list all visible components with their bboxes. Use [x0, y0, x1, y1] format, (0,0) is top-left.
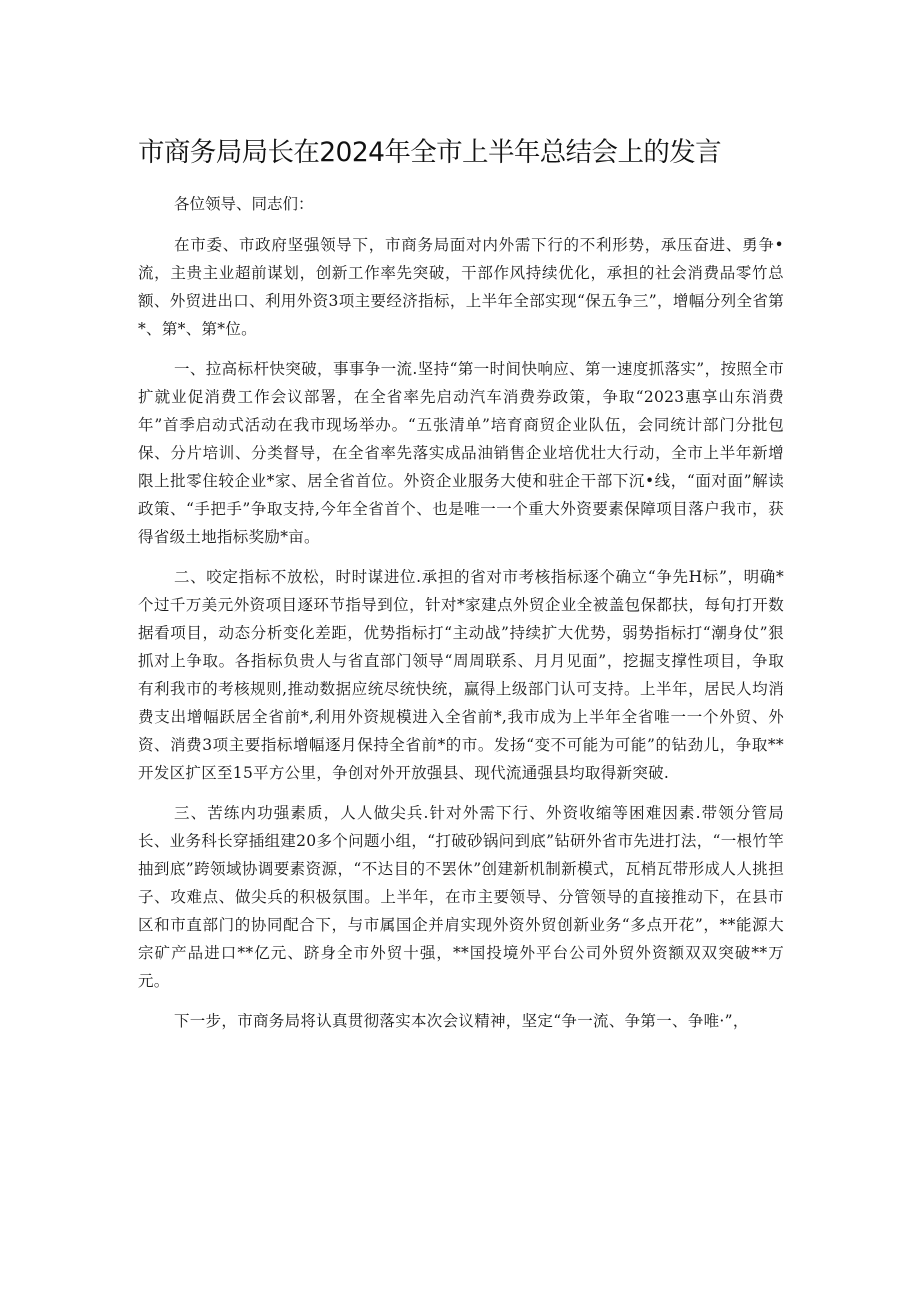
- document-title: 市商务局局长在2024年全市上半年总结会上的发言: [138, 137, 722, 168]
- paragraph-next-steps: 下一步，市商务局将认真贯彻落实本次会议精神，坚定“争一流、争第一、争唯·”，: [174, 1012, 749, 1030]
- paragraph-intro: 在市委、市政府坚强领导下，市商务局面对内外需下行的不利形势，承压奋进、勇争•流，主贵主业超前谋划，创新工作率先突破，干部作风持续优化，承担的社会消费品零竹总额、外贸进出口、利用外资3项主要经济指标，上半年全部实现“保五争三”，增幅分列全省第*、第*、第*位。: [138, 236, 784, 338]
- salutation: 各位领导、同志们：: [174, 195, 314, 213]
- paragraph-section-three: 三、苦练内功强素质，人人做尖兵.针对外需下行、外资收缩等困难因素.带领分管局长、业务科长穿插组建20多个问题小组，“打破砂锅问到底”钻研外省市先进打法，“一根竹竿抽到底”跨领域协调要素资源，“不达目的不罢休”创建新机制新模式，瓦梢瓦带形成人人挑担子、攻难点、做尖兵的积极氛围。上半年，在市主要领导、分管领导的直接推动下，在县市区和市直部门的协同配合下，与市属国企并肩实现外资外贸创新业务“多点开花”，**能源大宗矿产品进口**亿元、跻身全市外贸十强，**国投境外平台公司外贸外资额双双突破**万元。: [138, 804, 784, 990]
- paragraph-section-two: 二、咬定指标不放松，时时谋进位.承担的省对市考核指标逐个确立“争先H标”，明确*个过千万美元外资项目逐环节指导到位，针对*家建点外贸企业全被盖包保都扶，每旬打开数据看项目，动态分析变化差距，优势指标打“主动战”持续扩大优势，弱势指标打“潮身仗”狠抓对上争取。各指标负贵人与省直部门领导“周周联系、月月见面”，挖掘支撑性项目，争取有利我市的考核规则,推动数据应统尽统快统，赢得上级部门认可支持。上半年，居民人均消费支出增幅跃居全省前*,利用外资规模进入全省前*,我市成为上半年全省唯一一个外贸、外资、消费3项主要指标增幅逐月保持全省前*的市。发扬“变不可能为可能”的钻劲儿，争取**开发区扩区至15平方公里，争创对外开放强县、现代流通强县均取得新突破.: [138, 568, 784, 782]
- document-body: [138, 190, 784, 1047]
- paragraph-section-one: 一、拉高标杆快突破，事事争一流.坚持“第一时间快响应、第一速度抓落实”，按照全市扩就业促消费工作会议部署，在全省率先启动汽车消费券政策，争取“2023惠享山东消费年”首季启动式活动在我市现场举办。“五张清单”培育商贸企业队伍，会同统计部门分批包保、分片培训、分类督导，在全省率先落实成品油销售企业培优壮大行动，全市上半年新增限上批零住较企业*家、居全省首位。外资企业服务大使和驻企干部下沉•线，“面对面”解读政策、“手把手”争取支持,今年全省首个、也是唯一一个重大外资要素保障项目落户我市，获得省级土地指标奖励*亩。: [138, 360, 784, 546]
